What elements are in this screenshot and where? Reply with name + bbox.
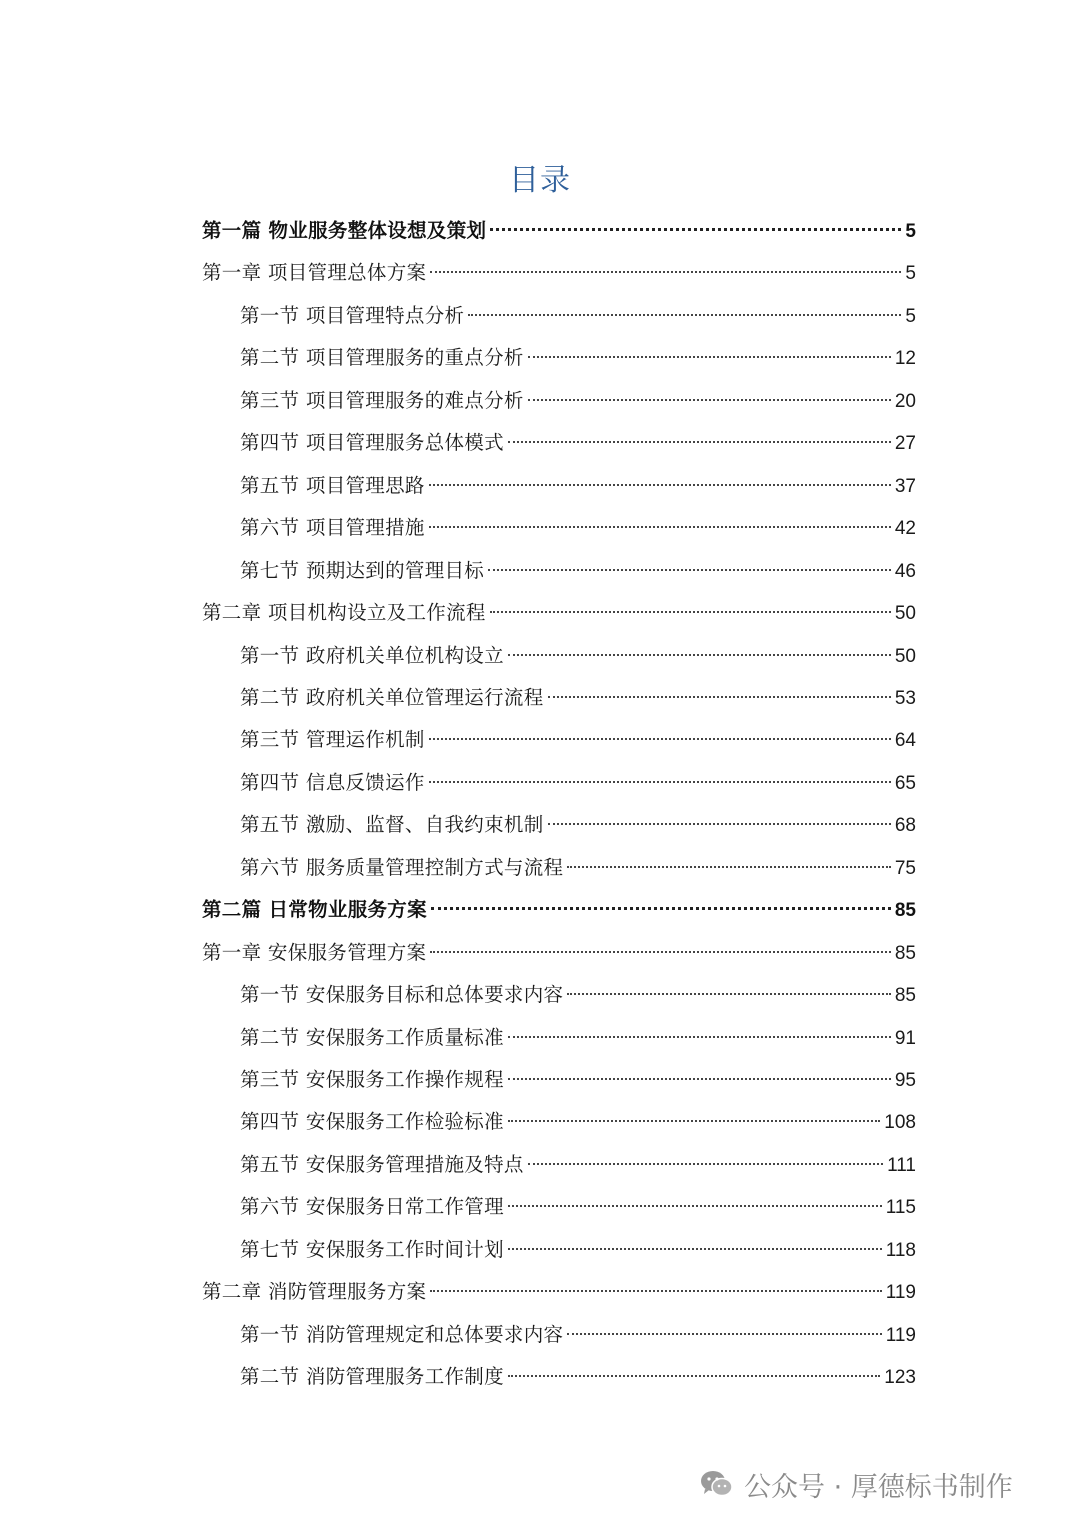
- toc-dot-leader: [508, 1248, 882, 1250]
- toc-page-number: 119: [885, 1282, 916, 1304]
- toc-entry-label: 第七节 安保服务工作时间计划: [240, 1237, 504, 1261]
- toc-dot-leader: [431, 907, 891, 910]
- toc-chapter-entry[interactable]: [202, 253, 916, 293]
- toc-section-entry[interactable]: [240, 1145, 916, 1185]
- toc-entry-label: 第一章 安保服务管理方案: [202, 940, 427, 964]
- toc-section-entry[interactable]: [240, 1357, 916, 1397]
- wechat-icon: [700, 1469, 734, 1499]
- toc-page-number: 27: [894, 433, 916, 455]
- toc-section-entry[interactable]: [240, 551, 916, 591]
- toc-dot-leader: [429, 781, 891, 783]
- toc-entry-label: 第二章 消防管理服务方案: [202, 1280, 427, 1304]
- toc-chapter-entry[interactable]: [202, 1272, 916, 1312]
- toc-chapter-entry[interactable]: [202, 593, 916, 633]
- toc-part-entry[interactable]: [202, 211, 916, 251]
- toc-page-number: 53: [894, 687, 916, 709]
- toc-section-entry[interactable]: [240, 508, 916, 548]
- toc-entry-label: 第一篇 物业服务整体设想及策划: [202, 219, 487, 242]
- toc-page-number: 123: [884, 1367, 916, 1389]
- toc-entry-label: 第三节 安保服务工作操作规程: [240, 1068, 504, 1091]
- toc-page-number: 5: [905, 263, 916, 285]
- toc-dot-leader: [508, 1205, 882, 1207]
- toc-dot-leader: [548, 823, 891, 825]
- toc-entry-label: 第一节 安保服务目标和总体要求内容: [240, 983, 564, 1007]
- toc-section-entry[interactable]: [240, 720, 916, 760]
- toc-page-number: 50: [894, 645, 916, 667]
- toc-title: 目录: [509, 163, 571, 198]
- toc-dot-leader: [528, 1163, 883, 1165]
- toc-page-number: 111: [887, 1154, 916, 1176]
- toc-dot-leader: [567, 866, 891, 868]
- toc-dot-leader: [430, 1290, 881, 1292]
- toc-entry-label: 第二节 政府机关单位管理运行流程: [240, 685, 544, 709]
- watermark: [700, 1462, 1013, 1506]
- toc-section-entry[interactable]: [240, 1315, 916, 1355]
- toc-chapter-entry[interactable]: [202, 933, 916, 973]
- toc-page-number: 91: [894, 1027, 916, 1049]
- toc-section-entry[interactable]: [240, 763, 916, 803]
- toc-section-entry[interactable]: [240, 848, 916, 888]
- toc-section-entry[interactable]: [240, 466, 916, 506]
- toc-entry-label: 第四节 项目管理服务总体模式: [240, 431, 504, 455]
- toc-page-number: 12: [894, 348, 916, 370]
- toc-section-entry[interactable]: [240, 678, 916, 718]
- toc-dot-leader: [508, 1120, 880, 1122]
- toc-entry-label: 第三节 管理运作机制: [240, 728, 425, 752]
- toc-page-number: 75: [894, 857, 916, 879]
- toc-section-entry[interactable]: [240, 805, 916, 845]
- toc-dot-leader: [508, 1375, 880, 1377]
- toc-part-entry[interactable]: [202, 890, 916, 930]
- toc-entry-label: 第四节 信息反馈运作: [240, 770, 425, 794]
- toc-page-number: 64: [894, 730, 916, 752]
- toc-section-entry[interactable]: [240, 1060, 916, 1100]
- toc-dot-leader: [508, 1078, 891, 1080]
- toc-entry-label: 第一章 项目管理总体方案: [202, 261, 427, 285]
- toc-dot-leader: [567, 993, 891, 995]
- toc-entry-label: 第六节 安保服务日常工作管理: [240, 1195, 504, 1219]
- toc-dot-leader: [429, 738, 891, 740]
- toc-section-entry[interactable]: [240, 338, 916, 378]
- toc-entry-label: 第二节 安保服务工作质量标准: [240, 1025, 504, 1049]
- toc-entry-label: 第二篇 日常物业服务方案: [202, 898, 427, 922]
- toc-dot-leader: [490, 611, 891, 613]
- toc-entry-label: 第五节 激励、监督、自我约束机制: [240, 813, 544, 837]
- toc-entry-label: 第二章 项目机构设立及工作流程: [202, 601, 486, 625]
- toc-dot-leader: [429, 526, 891, 528]
- toc-dot-leader: [528, 399, 891, 401]
- toc-section-entry[interactable]: [240, 1102, 916, 1142]
- toc-section-entry[interactable]: [240, 1018, 916, 1058]
- toc-dot-leader: [490, 228, 901, 231]
- toc-dot-leader: [508, 654, 891, 656]
- toc-entry-label: 第三节 项目管理服务的难点分析: [240, 388, 524, 412]
- toc-entry-label: 第五节 项目管理思路: [240, 473, 425, 497]
- toc-page-number: 119: [885, 1324, 916, 1346]
- toc-entry-label: 第一节 政府机关单位机构设立: [240, 643, 504, 667]
- toc-section-entry[interactable]: [240, 636, 916, 676]
- toc-page-number: 5: [905, 305, 916, 327]
- toc-page-number: 37: [894, 475, 916, 497]
- watermark-text: 公众号 · 厚德标书制作: [744, 1471, 1013, 1503]
- toc-dot-leader: [430, 271, 901, 273]
- toc-page-number: 65: [894, 772, 916, 794]
- toc-dot-leader: [429, 484, 891, 486]
- toc-page-number: 85: [894, 985, 916, 1007]
- toc-entry-label: 第二节 消防管理服务工作制度: [240, 1365, 504, 1389]
- toc-entry-label: 第一节 消防管理规定和总体要求内容: [240, 1322, 564, 1346]
- toc-page-number: 95: [894, 1070, 916, 1091]
- toc-page-number: 85: [894, 900, 916, 922]
- toc-dot-leader: [468, 314, 901, 316]
- toc-section-entry[interactable]: [240, 381, 916, 421]
- toc-entry-label: 第七节 预期达到的管理目标: [240, 558, 485, 582]
- toc-dot-leader: [508, 441, 891, 443]
- toc-entry-label: 第六节 项目管理措施: [240, 516, 425, 540]
- toc-entry-label: 第四节 安保服务工作检验标准: [240, 1110, 504, 1134]
- toc-page-number: 42: [894, 518, 916, 540]
- toc-dot-leader: [548, 696, 891, 698]
- toc-section-entry[interactable]: [240, 296, 916, 336]
- toc-page-number: 108: [884, 1112, 916, 1134]
- toc-entry-label: 第二节 项目管理服务的重点分析: [240, 346, 524, 370]
- toc-page-number: 115: [885, 1197, 916, 1219]
- toc-page-number: 85: [894, 942, 916, 964]
- toc-dot-leader: [567, 1333, 881, 1335]
- toc-page-number: 118: [885, 1239, 916, 1261]
- toc-dot-leader: [528, 356, 891, 358]
- toc-dot-leader: [508, 1036, 891, 1038]
- toc-dot-leader: [488, 569, 891, 571]
- toc-entry-label: 第一节 项目管理特点分析: [240, 303, 465, 327]
- toc-entry-label: 第五节 安保服务管理措施及特点: [240, 1152, 524, 1176]
- toc-page-number: 50: [894, 603, 916, 625]
- toc-entry-label: 第六节 服务质量管理控制方式与流程: [240, 855, 564, 879]
- toc-page-number: 46: [894, 560, 916, 582]
- toc-section-entry[interactable]: [240, 1230, 916, 1270]
- toc-section-entry[interactable]: [240, 423, 916, 463]
- toc-page-number: 20: [894, 390, 916, 412]
- toc-page-number: 68: [894, 815, 916, 837]
- toc-dot-leader: [430, 951, 891, 953]
- toc-page-number: 5: [905, 221, 916, 242]
- toc-section-entry[interactable]: [240, 975, 916, 1015]
- toc-section-entry[interactable]: [240, 1187, 916, 1227]
